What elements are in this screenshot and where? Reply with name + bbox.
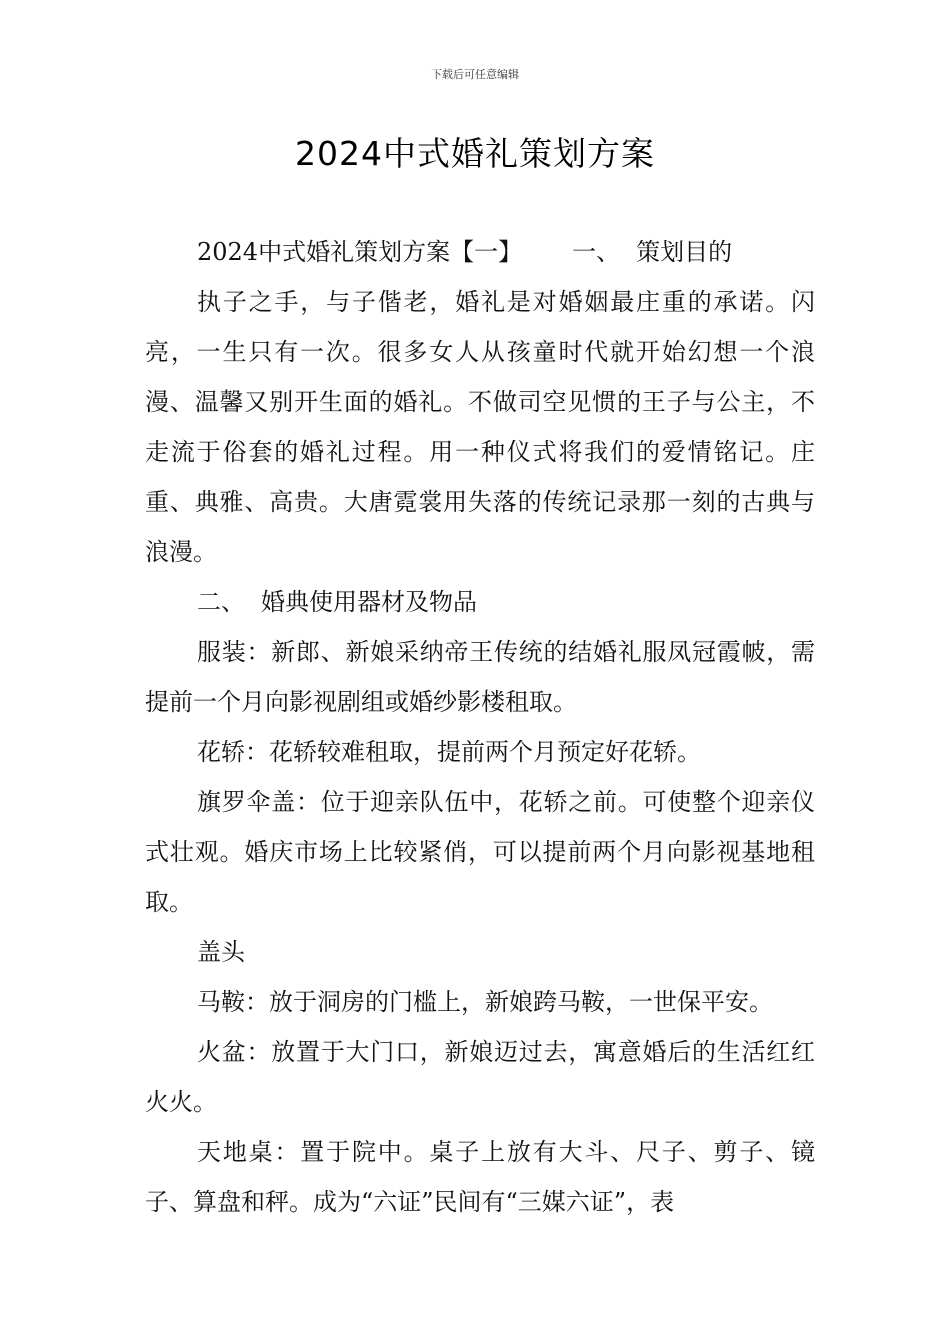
- section1-heading: 策划目的: [636, 238, 733, 266]
- section1-heading-number: 一、: [572, 238, 621, 266]
- section1-paragraph: 执子之手，与子偕老，婚礼是对婚姻最庄重的承诺。闪亮，一生只有一次。很多女人从孩童时代就开始幻想一个浪漫、温馨又别开生面的婚礼。不做司空见惯的王子与公主，不走流于俗套的婚礼过程。用一种仪式将我们的爱情铭记。庄重、典雅、高贵。大唐霓裳用失落的传统记录那一刻的古典与浪漫。: [145, 288, 815, 566]
- header-note: 下载后可任意编辑: [431, 68, 519, 81]
- item-saddle: 马鞍：放于洞房的门槛上，新娘跨马鞍，一世保平安。: [197, 988, 773, 1016]
- item-veil: 盖头: [197, 938, 245, 966]
- document-title: 2024中式婚礼策划方案: [295, 134, 655, 173]
- intro-heading: 2024中式婚礼策划方案【一】: [197, 238, 523, 266]
- item-costume: 服装：新郎、新娘采纳帝王传统的结婚礼服凤冠霞帔，需提前一个月向影视剧组或婚纱影楼租取。: [145, 638, 815, 716]
- section2-heading: 婚典使用器材及物品: [261, 588, 477, 616]
- item-sedan: 花轿：花轿较难租取，提前两个月预定好花轿。: [197, 738, 701, 766]
- document-body: [145, 227, 815, 1227]
- section2-heading-line: [145, 577, 815, 627]
- section2-heading-number: 二、: [197, 588, 245, 616]
- intro-heading-line: [145, 227, 815, 277]
- item-umbrella: 旗罗伞盖：位于迎亲队伍中，花轿之前。可使整个迎亲仪式壮观。婚庆市场上比较紧俏，可以提前两个月向影视基地租取。: [145, 788, 815, 916]
- item-table: 天地桌：置于院中。桌子上放有大斗、尺子、剪子、镜子、算盘和秤。成为“六证”民间有“三媒六证”，表: [145, 1138, 815, 1216]
- item-brazier: 火盆：放置于大门口，新娘迈过去，寓意婚后的生活红红火火。: [145, 1038, 815, 1116]
